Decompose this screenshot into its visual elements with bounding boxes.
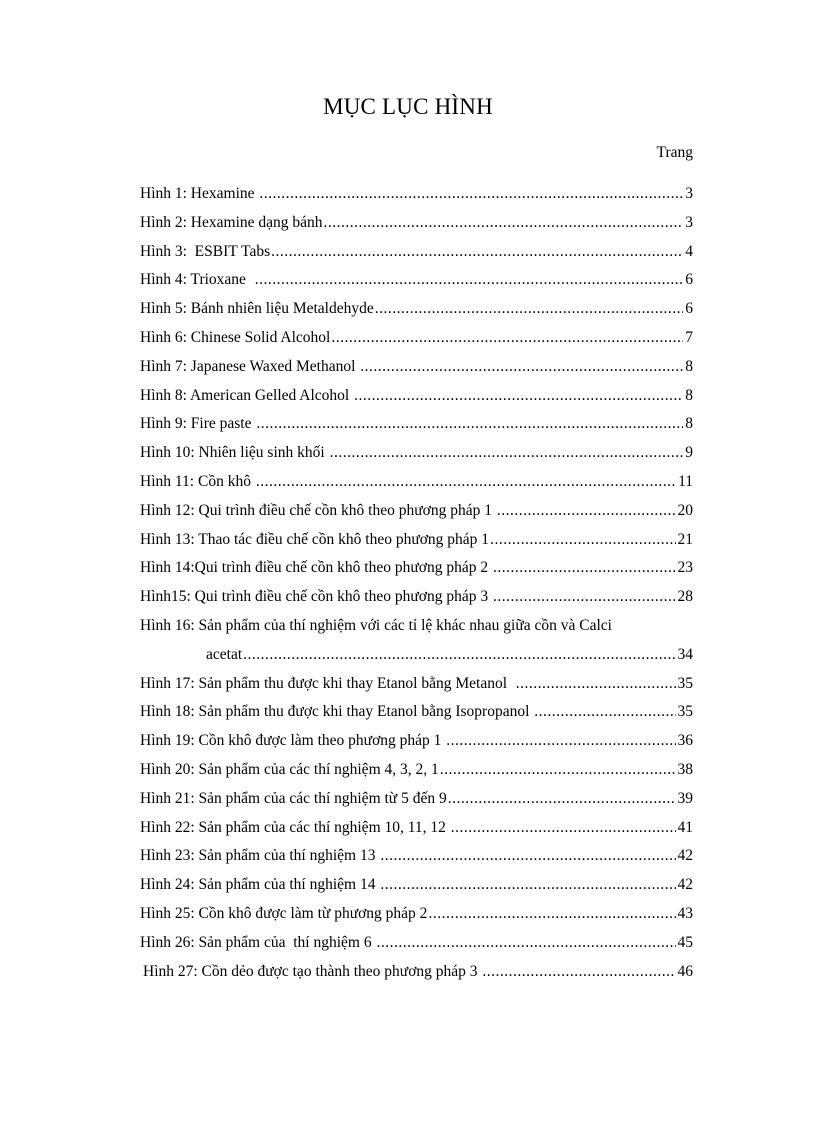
entry-page: 36: [677, 732, 693, 750]
figure-entry[interactable]: [140, 814, 693, 843]
entry-page: 28: [677, 588, 693, 606]
dot-leader: [330, 439, 684, 468]
entry-label: Hình 18: Sản phẩm thu được khi thay Etanol bằng Isopropanol: [140, 703, 534, 721]
dot-leader: [440, 756, 676, 785]
figure-entry[interactable]: [140, 497, 693, 526]
dot-leader: [451, 814, 676, 843]
entry-page: 8: [685, 357, 693, 375]
entry-label: Hình 17: Sản phẩm thu được khi thay Etanol bằng Metanol: [140, 674, 515, 692]
entry-page: 35: [677, 674, 693, 692]
dot-leader: [380, 871, 675, 900]
dot-leader: [375, 295, 684, 324]
figure-entry[interactable]: [140, 353, 693, 382]
entry-page: 6: [685, 271, 693, 289]
dot-leader: [490, 526, 675, 555]
entry-page: 42: [677, 876, 693, 894]
figure-entry[interactable]: [140, 554, 693, 583]
figure-entry[interactable]: [140, 266, 693, 295]
entry-page: 38: [677, 760, 693, 778]
entry-label: Hình 14:Qui trình điều chế cồn khô theo phương pháp 2: [140, 559, 492, 577]
entry-page: 3: [685, 213, 693, 231]
figure-entry[interactable]: [140, 929, 693, 958]
entry-label: Hình 22: Sản phẩm của các thí nghiệm 10, 11, 12: [140, 818, 450, 836]
entry-page: 3: [685, 185, 693, 202]
dot-leader: [493, 583, 676, 612]
entry-label: Hình 24: Sản phẩm của thí nghiệm 14: [140, 876, 380, 894]
entry-page: 4: [685, 242, 693, 260]
dot-leader: [256, 410, 683, 439]
entry-label: Hình 16: Sản phẩm của thí nghiệm với các tỉ lệ khác nhau giữa cồn và Calci: [140, 616, 612, 634]
figure-entry[interactable]: [140, 180, 693, 209]
dot-leader: [376, 929, 675, 958]
entry-page: 20: [677, 501, 693, 519]
dot-leader: [255, 266, 684, 295]
entry-page: 8: [685, 386, 693, 404]
entry-page: 8: [685, 415, 693, 433]
dot-leader: [446, 727, 675, 756]
figure-entry[interactable]: [140, 900, 693, 929]
dot-leader: [331, 324, 683, 353]
page-title: MỤC LỤC HÌNH: [323, 94, 493, 119]
figure-entry[interactable]: [140, 382, 693, 411]
dot-leader: [243, 641, 675, 670]
figure-entry[interactable]: [140, 670, 693, 699]
entry-page: 11: [678, 472, 693, 490]
dot-leader: [482, 958, 675, 987]
entry-label: Hình 4: Trioxane: [140, 271, 254, 289]
entry-label: Hình 1: Hexamine: [140, 185, 259, 202]
dot-leader: [256, 468, 676, 497]
entry-label: Hình 19: Cồn khô được làm theo phương pháp 1: [140, 732, 446, 750]
dot-leader: [497, 497, 676, 526]
entry-label: Hình 8: American Gelled Alcohol: [140, 386, 354, 404]
figure-entry[interactable]: [140, 698, 693, 727]
dot-leader: [360, 353, 683, 382]
dot-leader: [448, 785, 676, 814]
entry-label: Hình 9: Fire paste: [140, 415, 256, 433]
dot-leader: [259, 180, 683, 209]
figure-entry[interactable]: [140, 756, 693, 785]
entry-page: 46: [677, 962, 693, 980]
dot-leader: [534, 698, 675, 727]
entry-page: 45: [677, 933, 693, 951]
dot-leader: [271, 238, 683, 267]
entry-page: 23: [677, 559, 693, 577]
dot-leader: [354, 382, 683, 411]
figure-entry[interactable]: [140, 238, 693, 267]
figure-entry[interactable]: [140, 439, 693, 468]
figure-entry[interactable]: [140, 727, 693, 756]
figure-entry[interactable]: [140, 842, 693, 871]
figure-entry[interactable]: [140, 468, 693, 497]
entry-label: Hình15: Qui trình điều chế cồn khô theo phương pháp 3: [140, 588, 492, 606]
figure-entry[interactable]: [140, 583, 693, 612]
entry-page: 9: [685, 444, 693, 462]
entry-page: 34: [677, 645, 693, 663]
entry-page: 7: [685, 328, 693, 346]
entry-label: Hình 10: Nhiên liệu sinh khối: [140, 444, 329, 462]
entry-label: Hình 21: Sản phẩm của các thí nghiệm từ 5 đến 9: [140, 789, 447, 807]
dot-leader: [516, 670, 676, 699]
entry-page: 42: [677, 847, 693, 865]
entry-label: Hình 11: Cồn khô: [140, 472, 255, 490]
page-column-header: Trang: [656, 144, 693, 161]
entry-label: Hình 27: Cồn dẻo được tạo thành theo phương pháp 3: [143, 962, 482, 980]
dot-leader: [324, 209, 684, 238]
entry-label: Hình 12: Qui trình điều chế cồn khô theo phương pháp 1: [140, 501, 496, 519]
entry-label: Hình 2: Hexamine dạng bánh: [140, 213, 323, 231]
figure-entry[interactable]: [140, 785, 693, 814]
entry-label: Hình 13: Thao tác điều chế cồn khô theo phương pháp 1: [140, 530, 490, 548]
entry-label: Hình 5: Bánh nhiên liệu Metaldehyde: [140, 300, 374, 318]
dot-leader: [380, 842, 675, 871]
figure-entry[interactable]: [140, 958, 693, 987]
entry-page: 6: [685, 300, 693, 318]
entry-label: Hình 6: Chinese Solid Alcohol: [140, 328, 331, 346]
figure-entry[interactable]: [140, 295, 693, 324]
figure-entry[interactable]: [140, 612, 693, 670]
entry-label: Hình 20: Sản phẩm của các thí nghiệm 4, 3, 2, 1: [140, 760, 439, 778]
figure-entry[interactable]: [140, 871, 693, 900]
entry-page: 41: [677, 818, 693, 836]
entry-page: 43: [677, 904, 693, 922]
figure-list: [140, 180, 693, 986]
entry-page: 35: [677, 703, 693, 721]
figure-entry[interactable]: [140, 209, 693, 238]
figure-entry[interactable]: [140, 526, 693, 555]
entry-label: Hình 26: Sản phẩm của thí nghiệm 6: [140, 933, 376, 951]
figure-entry[interactable]: [140, 324, 693, 353]
entry-label: Hình 25: Cồn khô được làm từ phương pháp 2: [140, 904, 428, 922]
dot-leader: [428, 900, 675, 929]
entry-label-continued: acetat: [206, 645, 243, 663]
dot-leader: [493, 554, 676, 583]
figure-entry[interactable]: [140, 410, 693, 439]
entry-page: 39: [677, 789, 693, 807]
entry-page: 21: [677, 530, 693, 548]
entry-label: Hình 3: ESBIT Tabs: [140, 242, 271, 260]
entry-label: Hình 23: Sản phẩm của thí nghiệm 13: [140, 847, 380, 865]
entry-label: Hình 7: Japanese Waxed Methanol: [140, 357, 360, 375]
